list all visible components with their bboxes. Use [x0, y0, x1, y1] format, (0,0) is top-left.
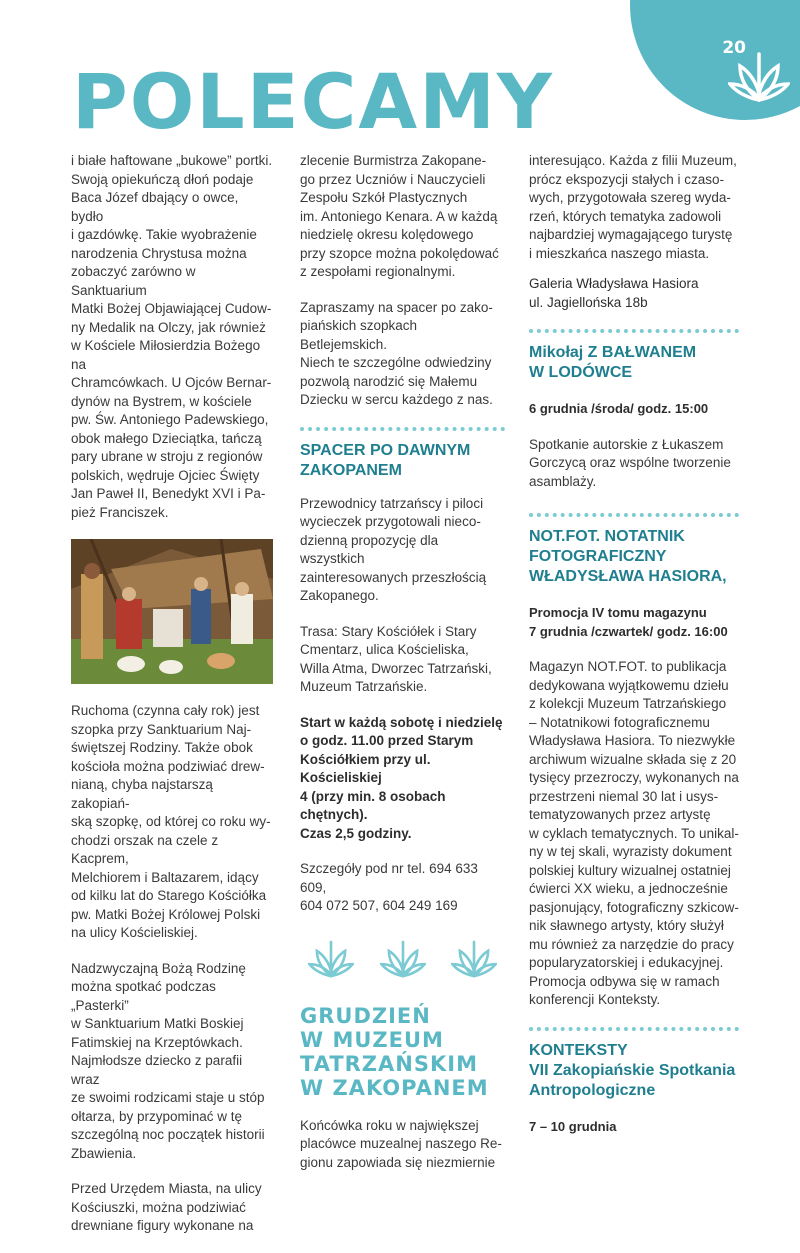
paragraph: Końcówka roku w największej placówce muzealnej naszego Re- gionu zapowiada się niezmiernie: [300, 1117, 502, 1170]
paragraph-bold: Start w każdą sobotę i niedzielę o godz. 11.00 przed Starym Kościółkiem przy ul. Kościeliskiej 4 (przy min. 8 osobach chętnych). Czas 2,5 godziny.: [300, 714, 503, 841]
event-heading: NOT.FOT. NOTATNIK FOTOGRAFICZNY WŁADYSŁAWA HASIORA,: [529, 528, 727, 585]
event-date: 6 grudnia /środa/ godz. 15:00: [529, 401, 709, 416]
event-heading: KONTEKSTY VII Zakopiańskie Spotkania Antropologiczne: [529, 1041, 736, 1099]
column-1: [71, 152, 273, 1253]
event-date: 7 – 10 grudnia: [529, 1118, 617, 1134]
event-date: Promocja IV tomu magazynu 7 grudnia /czwartek/ godz. 16:00: [529, 605, 728, 639]
column-2: [300, 152, 505, 1189]
section-heading-large: GRUDZIEŃ W MUZEUM TATRZAŃSKIM W ZAKOPANEM: [300, 1003, 489, 1100]
leaf-ornament-icon: [451, 936, 497, 982]
paragraph: Ruchoma (czynna cały rok) jest szopka przy Sanktuarium Naj- świętszej Rodziny. Także obok kościoła można podziwiać drew- nianą, chyba najstarszą zakopiań- ską szopkę, od której co roku wy- chodzi orszak na czele z Kacprem, Melchiorem i Baltazarem, idący od kilku lat do Starego Kościółka pw. Matki Bożej Królowej Polski na ulicy Kościeliskiej.: [71, 703, 271, 940]
nativity-photo: [71, 539, 273, 684]
page-number: 20: [722, 38, 746, 58]
paragraph: Szczegóły pod nr tel. 694 633 609, 604 072 507, 604 249 169: [300, 861, 478, 913]
leaf-ornament-icon: [308, 936, 354, 982]
section-heading: SPACER PO DAWNYM ZAKOPANEM: [300, 441, 471, 479]
paragraph: Trasa: Stary Kościółek i Stary Cmentarz, ulica Kościeliska, Willa Atma, Dworzec Tatrzański, Muzeum Tatrzańskie.: [300, 623, 492, 694]
venue-address: Galeria Władysława Hasiora ul. Jagiellońska 18b: [529, 276, 699, 310]
leaf-ornament-icon: [728, 48, 790, 106]
ornament-row: [308, 936, 497, 982]
column-3: [529, 152, 739, 1153]
paragraph: Spotkanie autorskie z Łukaszem Gorczycą oraz wspólne tworzenie asamblaży.: [529, 436, 731, 489]
dotted-divider: [300, 427, 505, 431]
paragraph: interesująco. Każda z filii Muzeum, prócz ekspozycji stałych i czaso- wych, przygotowała szereg wyda- rzeń, których tematyka zadowoli najbardziej wymagającego turystę i mieszkańca naszego miasta.: [529, 153, 737, 261]
dotted-divider: [529, 513, 739, 517]
paragraph: Przewodnicy tatrzańscy i piloci wycieczek przygotowali nieco- dzienną propozycję dla wszystkich zainteresowanych przeszłością Zakopanego.: [300, 495, 487, 603]
paragraph: Magazyn NOT.FOT. to publikacja dedykowana wyjątkowemu dziełu z kolekcji Muzeum Tatrzańskiego – Notatnikowi fotograficznemu Władysława Hasiora. To niezwykłe archiwum wizualne składa się z 20 tysięcy przezroczy, wykonanych na przestrzeni niemal 30 lat i usys- tematyzowanych przez artystę w cyklach tematycznych. To unikal- ny w tej skali, wyrazisty dokument polskiej kultury wizualnej ostatniej ćwierci XX wieku, a jednocześnie pasjonujący, fotograficzny szkicow- nik sławnego artysty, który służył mu również za narzędzie do pracy popularyzatorskiej i edukacyjnej. Promocja odbywa się w ramach konferencji Konteksty.: [529, 659, 739, 1007]
paragraph: Zapraszamy na spacer po zako- piańskich szopkach Betlejemskich. Niech te szczególne odwiedziny pozwolą narodzić się Małemu Dziecku w sercu każdego z nas.: [300, 299, 493, 407]
paragraph: Przed Urzędem Miasta, na ulicy Kościuszki, można podziwiać drewniane figury wykonane na: [71, 1181, 262, 1233]
page-title: POLECAMY: [72, 57, 554, 146]
event-heading: Mikołaj Z BAŁWANEM W LODÓWCE: [529, 344, 697, 381]
dotted-divider: [529, 1027, 739, 1031]
dotted-divider: [529, 329, 739, 333]
paragraph: zlecenie Burmistrza Zakopane- go przez Uczniów i Nauczycieli Zespołu Szkół Plastycznych im. Antoniego Kenara. A w każdą niedzielę okresu kolędowego przy szopce można pokolędować z zespołami regionalnymi.: [300, 153, 499, 279]
paragraph: Nadzwyczajną Bożą Rodzinę można spotkać podczas „Pasterki” w Sanktuarium Matki Boskiej Fatimskiej na Krzeptówkach. Najmłodsze dziecko z parafii wraz ze swoimi rodzicami staje u stóp ołtarza, by przypominać w tę szczególną noc początek historii Zbawienia.: [71, 960, 265, 1161]
paragraph: i białe haftowane „bukowe” portki. Swoją opiekuńczą dłoń podaje Baca Józef dbający o owce, bydło i gazdówkę. Takie wyobrażenie narodzenia Chrystusa można zobaczyć zarówno w Sanktuarium Matki Bożej Objawiającej Cudow- ny Medalik na Olczy, jak również w Kościele Miłosierdzia Bożego na Chramcówkach. U Ojców Bernar- dynów na Bystrem, w kościele pw. Św. Antoniego Padewskiego, obok małego Dzieciątka, tańczą pary ubrane w stroju z regionów polskich, wędruje Ojciec Święty Jan Paweł II, Benedykt XVI i Pa- pież Franciszek.: [71, 153, 273, 520]
leaf-ornament-icon: [380, 936, 426, 982]
